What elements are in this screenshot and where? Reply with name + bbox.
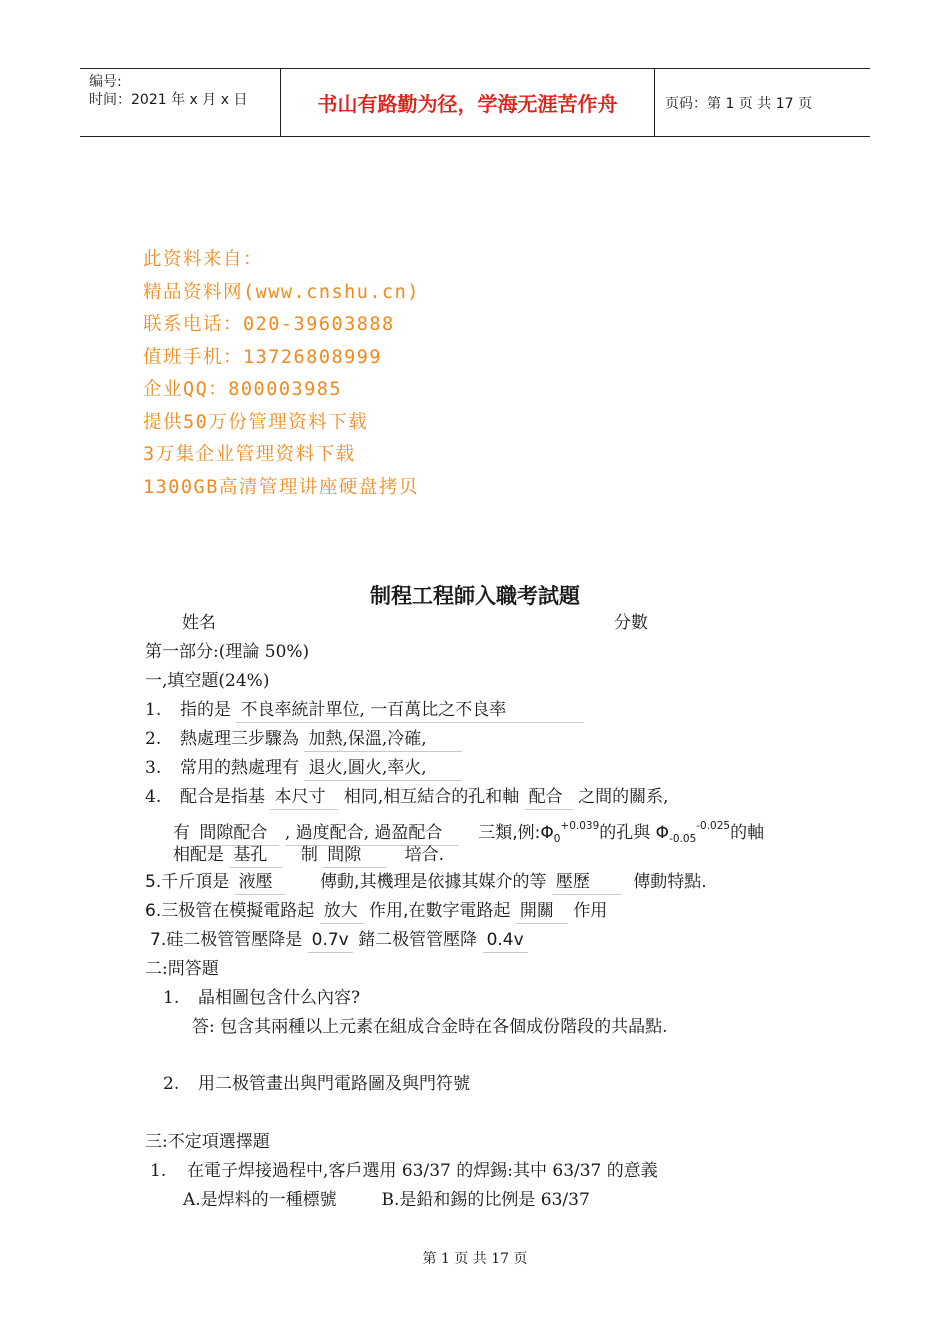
header-motto: 书山有路勤为径，学海无涯苦作舟 xyxy=(281,69,655,136)
question-text: 熱處理三步驟為 xyxy=(180,729,300,749)
choice-question-1 xyxy=(150,1160,658,1182)
essay-question-1 xyxy=(163,987,360,1009)
question-text: 5.千斤頂是 xyxy=(145,872,230,892)
answer-blank: 配合 xyxy=(525,786,573,810)
promo-line: 1300GB高清管理讲座硬盘拷贝 xyxy=(143,476,419,498)
answer-blank: 間隙配合 xyxy=(195,822,279,846)
question-text: 用二极管畫出與門電路圖及與門符號 xyxy=(198,1074,471,1094)
promo-block xyxy=(143,244,420,504)
time-label: 时间：2021 年 x 月 x 日 xyxy=(89,92,248,108)
question-text: 在電子焊接過程中,客戶選用 63/37 的焊錫:其中 63/37 的意義 xyxy=(187,1161,658,1181)
subscript: -0.05 xyxy=(669,833,697,845)
answer-blank: 0.4v xyxy=(483,929,528,953)
answer-blank: 間隙 xyxy=(323,844,387,868)
answer-blank: 液壓 xyxy=(235,871,285,895)
promo-line: 3万集企业管理资料下载 xyxy=(143,444,356,465)
question-number: 2. xyxy=(163,1074,180,1094)
essay-question-2 xyxy=(163,1073,470,1095)
answer-blank: 加熱,保溫,冷確, xyxy=(304,728,462,752)
question-text: 作用 xyxy=(573,901,608,921)
answer-blank: 基孔 xyxy=(229,844,283,868)
question-text: 6.三极管在模擬電路起 xyxy=(145,901,315,921)
part-heading: 第一部分:(理論 50%) xyxy=(145,642,310,662)
promo-line: 精品资料网(www.cnshu.cn) xyxy=(143,281,420,303)
question-text: 有 xyxy=(173,823,190,843)
promo-line: 企业QQ：800003985 xyxy=(143,379,343,400)
question-text: 相同,相互結合的孔和軸 xyxy=(343,787,520,807)
option-b: B.是鉛和錫的比例是 63/37 xyxy=(381,1190,590,1210)
promo-line: 此资料来自： xyxy=(143,249,264,270)
question-3 xyxy=(145,757,462,781)
promo-line: 提供50万份管理资料下载 xyxy=(143,411,369,433)
answer-blank: 開關 xyxy=(516,900,568,924)
question-text: 指的是 xyxy=(180,700,232,720)
question-text: 相配是 xyxy=(173,845,224,865)
answer-blank: 不良率統計單位, 一百萬比之不良率 xyxy=(236,699,584,723)
subscript: 0 xyxy=(553,833,561,845)
question-4 xyxy=(145,786,668,810)
answer-blank: 本尺寸 xyxy=(270,786,338,810)
answer-blank: 放大 xyxy=(320,900,364,924)
question-number: 1. xyxy=(150,1161,167,1181)
number-label: 编号: xyxy=(89,74,122,90)
question-2 xyxy=(145,728,462,752)
choice-options xyxy=(183,1189,590,1211)
score-label: 分數 xyxy=(614,613,648,633)
section-heading: 一,填空題(24%) xyxy=(145,671,270,691)
question-text: 7.硅二极管管壓降是 xyxy=(150,930,303,950)
section-heading: 三:不定項選擇題 xyxy=(145,1132,270,1152)
page-footer: 第 1 页 共 17 页 xyxy=(422,1251,528,1267)
superscript: -0.025 xyxy=(696,820,731,832)
question-text: 晶相圖包含什么內容? xyxy=(198,988,361,1008)
question-text: 常用的熱處理有 xyxy=(180,758,300,778)
question-text: 傳動,其機理是依據其媒介的等 xyxy=(320,872,547,892)
promo-line: 值班手机：13726808999 xyxy=(143,346,383,368)
question-text: 作用,在數字電路起 xyxy=(369,901,511,921)
answer-blank: 0.7v xyxy=(308,929,353,953)
header-page-info: 页码：第 1 页 共 17 页 xyxy=(665,95,812,112)
answer-blank: 退火,圓火,率火, xyxy=(304,757,462,781)
promo-line: 联系电话：020-39603888 xyxy=(143,314,395,335)
question-text: 的軸 xyxy=(730,823,765,843)
question-number: 1. xyxy=(145,700,162,720)
answer-blank: 壓歷 xyxy=(552,871,622,895)
question-text: 鍺二极管管壓降 xyxy=(358,930,478,950)
page-header xyxy=(80,68,870,137)
header-meta xyxy=(80,69,281,136)
question-text: 傳動特點. xyxy=(633,872,707,892)
superscript: +0.039 xyxy=(560,820,600,832)
question-4-line-3 xyxy=(173,844,444,868)
question-text: 培合. xyxy=(404,845,445,865)
question-5 xyxy=(145,871,707,895)
answer-blank: , 過度配合, 過盈配合 xyxy=(285,822,459,846)
section-heading: 二:問答題 xyxy=(145,959,219,979)
question-number: 2. xyxy=(145,729,162,749)
exam-title: 制程工程師入職考試題 xyxy=(370,584,580,608)
question-text: 的孔與 Φ xyxy=(599,823,670,843)
question-text: 配合是指基 xyxy=(180,787,266,807)
question-text: 之間的關系, xyxy=(578,787,669,807)
name-label: 姓名 xyxy=(182,613,216,633)
question-number: 4. xyxy=(145,787,162,807)
question-text: 制 xyxy=(300,845,318,865)
question-1 xyxy=(145,699,584,723)
question-number: 1. xyxy=(163,988,180,1008)
question-7 xyxy=(150,929,528,953)
question-6 xyxy=(145,900,607,924)
question-number: 3. xyxy=(145,758,162,778)
option-a: A.是焊料的一種標號 xyxy=(183,1190,337,1210)
essay-answer-1: 答: 包含其兩種以上元素在組成合金時在各個成份階段的共晶點. xyxy=(192,1017,668,1037)
question-text: 三類,例:Φ xyxy=(478,823,554,843)
